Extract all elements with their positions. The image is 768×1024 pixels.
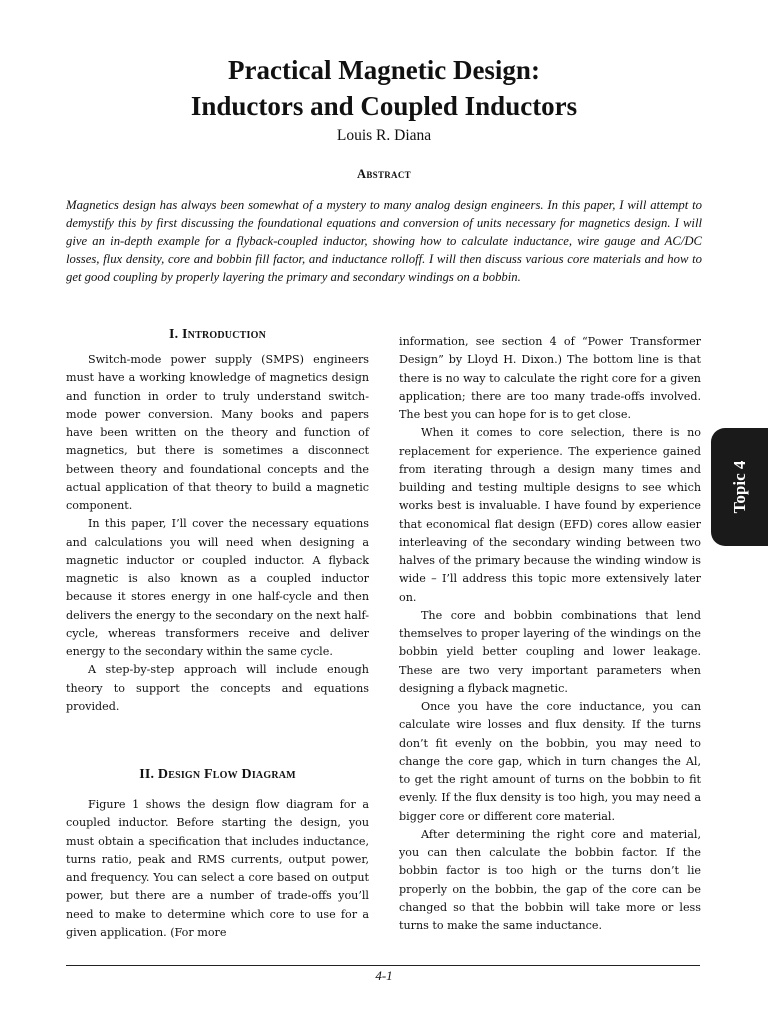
abstract-text: Magnetics design has always been somewhat of a mystery to many analog design engineers. In this paper, I will attempt to demystify this by first discussing the foundational equations and conversion of units necessary for magnetics design. I will give an in-depth example for a flyback-coupled inductor, showing how to calculate inductance, wire gauge and AC/DC losses, flux density, core and bobbin fill factor, and inductance rolloff. I will then discuss various core materials and how to get good coupling by properly layering the primary and secondary windings on a bobbin. [66,198,702,285]
title-line-1: Practical Magnetic Design: [228,55,540,85]
body-paragraph: Figure 1 shows the design flow diagram for a coupled inductor. Before starting the design, you must obtain a specification that includes inductance, turns ratio, peak and RMS currents, output power, and frequency. You can select a core based on output power, but there are a number of trade-offs you’ll need to make to determine which core to use for a given application. (For more [66,798,369,939]
paper-title [0,52,768,124]
body-paragraph: information, see section 4 of “Power Transformer Design” by Lloyd H. Dixon.) The bottom line is that there is no way to calculate the right core for a given application; there are too many trade-offs involved. The best you can hope for is to get close. [399,335,701,421]
body-paragraph: Switch-mode power supply (SMPS) engineers must have a working knowledge of magnetics design and function in order to truly understand switch-mode power conversion. Many books and papers have been written on the theory and function of magnetics, but there is sometimes a disconnect between theory and foundational concepts and the actual application of that theory to build a magnetic component. [66,353,369,512]
right-column-body [399,333,701,935]
introduction-body [66,351,369,716]
footer-divider [66,965,700,966]
topic-tab [711,428,768,546]
author-name: Louis R. Diana [336,127,432,144]
title-line-2: Inductors and Coupled Inductors [190,91,578,121]
body-paragraph: A step-by-step approach will include enough theory to support the concepts and equations provided. [66,663,369,713]
body-paragraph: When it comes to core selection, there is no replacement for experience. The experience gained from iterating through a design many times and building and testing multiple designs to see which works best is invaluable. I have found by experience that economical flat design (EFD) cores allow easier interleaving of the secondary winding between two halves of the primary because the winding window is wide – I’ll address this topic more extensively later on. [399,426,701,604]
design-flow-body [66,796,369,942]
page-number: 4-1 [375,968,393,983]
body-paragraph: Once you have the core inductance, you can calculate wire losses and flux density. If the turns don’t fit evenly on the bobbin, you may need to change the core gap, which in turn changes the Al, to get the right amount of turns on the bobbin to fit evenly. If the flux density is too high, you may need a bigger core or different core material. [399,700,701,823]
body-paragraph: After determining the right core and material, you can then calculate the bobbin factor. If the bobbin factor is too high or the turns don’t lie properly on the bobbin, the gap of the core can be changed so that the bobbin will take more or less turns to make the same inductance. [399,827,701,932]
topic-tab-label: Topic 4 [729,460,749,514]
body-paragraph: In this paper, I’ll cover the necessary equations and calculations you will need when designing a magnetic inductor or coupled inductor. A flyback magnetic is also known as a coupled inductor because it stores energy in one half-cycle and then delivers the energy to the secondary on the next half-cycle, whereas transformers receive and deliver energy to the secondary within the same cycle. [66,517,369,658]
abstract-heading: Abstract [357,167,411,181]
section-heading-introduction: I. Introduction [168,327,266,342]
body-paragraph: The core and bobbin combinations that lend themselves to proper layering of the windings on the bobbin yield better coupling and lower leakage. These are two very important parameters when designing a flyback magnetic. [399,608,701,695]
section-heading-design-flow: II. Design Flow Diagram [139,767,296,782]
